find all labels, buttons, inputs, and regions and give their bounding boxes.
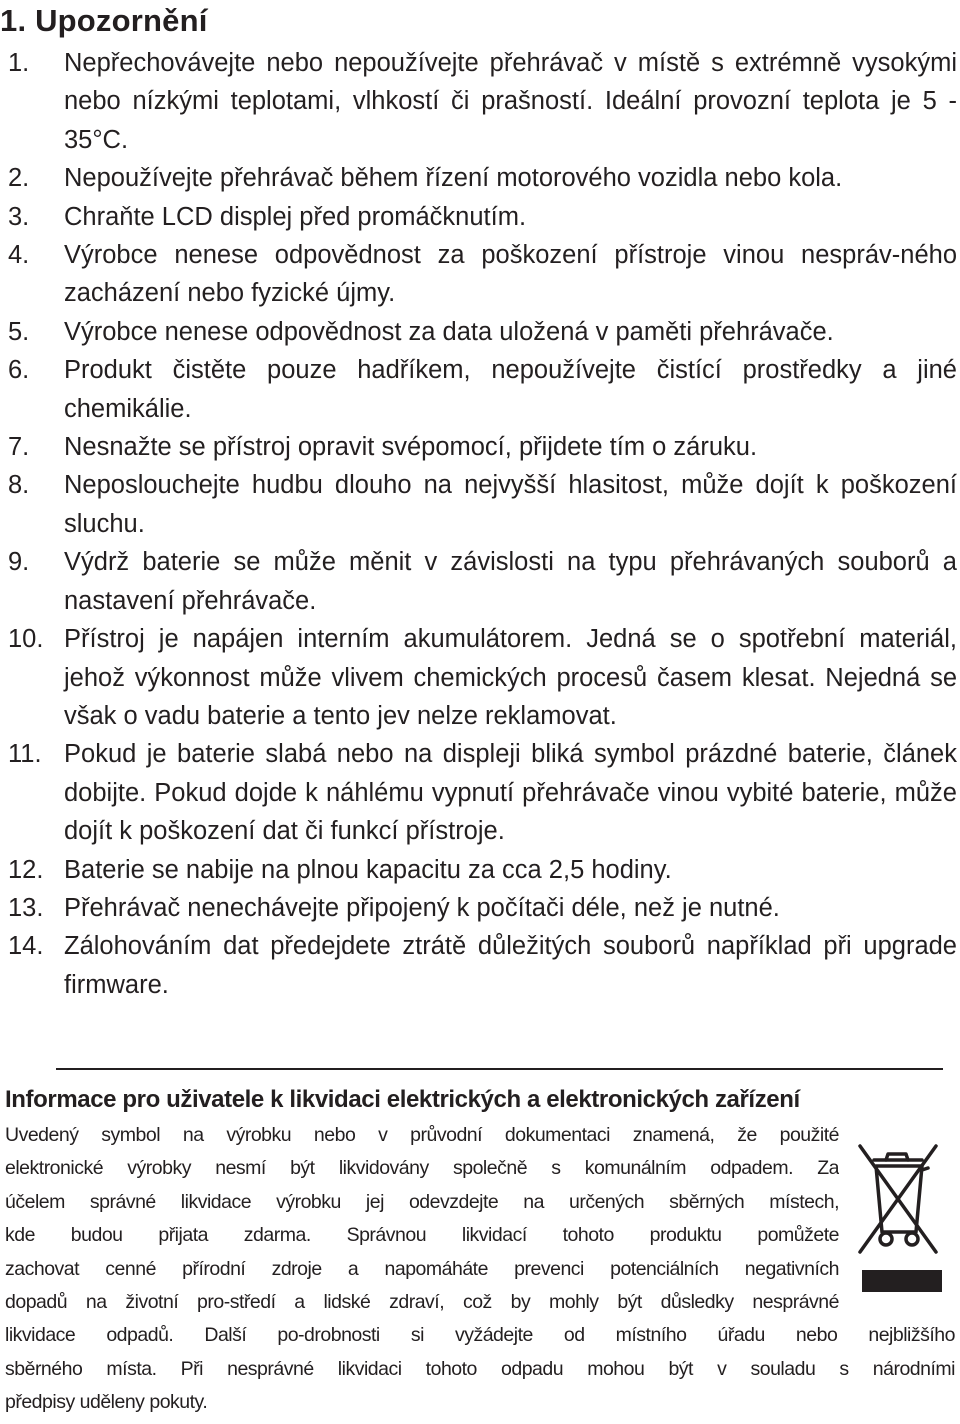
paragraph-line: účelem správné likvidace výrobku jej odevzdejte na určených sběrných místech, (5, 1190, 839, 1213)
warning-item (0, 236, 957, 313)
warning-item (0, 313, 957, 351)
paragraph-line: předpisy uděleny pokuty. (5, 1391, 208, 1414)
disposal-title: Informace pro uživatele k likvidaci elektrických a elektronických zařízení (5, 1086, 800, 1113)
item-number: 11. (8, 740, 42, 769)
item-number: 8. (8, 471, 30, 500)
warning-item (0, 44, 957, 159)
item-number: 13. (8, 893, 44, 922)
item-text: Chraňte LCD displej před promáčknutím. (64, 202, 527, 231)
item-text: Výrobce nenese odpovědnost za poškození přístroje vinou nespráv-ného zacházení nebo fyzické újmy. (64, 241, 957, 308)
item-number: 14. (8, 932, 44, 961)
item-text: Nepřechovávejte nebo nepoužívejte přehrávač v místě s extrémně vysokými nebo nízkými teplotami, vlhkostí či prašností. Ideální provozní teplota je 5 - 35°C. (64, 49, 957, 154)
warning-item (0, 851, 957, 889)
warning-item (0, 428, 957, 466)
item-text: Výdrž baterie se může měnit v závislosti na typu přehrávaných souborů a nastavení přehrávače. (64, 548, 957, 615)
warning-item (0, 543, 957, 620)
item-number: 3. (8, 202, 30, 231)
item-text: Pokud je baterie slabá nebo na displeji bliká symbol prázdné baterie, článek dobijte. Pokud dojde k náhlému vypnutí přehrávače vinou vybité baterie, může dojít k poškození dat či funkcí přístroje. (64, 740, 957, 846)
warning-item (0, 159, 957, 197)
item-number: 4. (8, 241, 30, 270)
item-text: Přehrávač nenechávejte připojený k počítači déle, než je nutné. (64, 893, 780, 922)
warnings-list (0, 44, 957, 1004)
warning-item (0, 198, 957, 236)
item-number: 2. (8, 164, 30, 193)
item-text: Přístroj je napájen interním akumulátorem. Jedná se o spotřební materiál, jehož výkonnost může vlivem chemických procesů časem klesat. Nejedná se však o vadu baterie a tento jev nelze reklamovat. (64, 625, 957, 730)
item-number: 12. (8, 855, 44, 884)
warning-item (0, 351, 957, 428)
item-text: Zálohováním dat předejdete ztrátě důležitých souborů například při upgrade firmware. (64, 932, 957, 999)
crossed-out-wheelie-bin-icon (848, 1128, 948, 1300)
warning-item (0, 620, 957, 735)
paragraph-line: elektronické výrobky nesmí být likvidovány společně s komunálním odpadem. Za (5, 1157, 839, 1180)
paragraph-line: zachovat cenné přírodní zdroje a napomáháte prevenci potenciálních negativních (5, 1257, 839, 1280)
item-text: Neposlouchejte hudbu dlouho na nejvyšší hlasitost, může dojít k poškození sluchu. (64, 471, 957, 538)
section-heading: 1. Upozornění (0, 3, 208, 38)
item-text: Produkt čistěte pouze hadříkem, nepoužívejte čistící prostředky a jiné chemikálie. (64, 356, 957, 423)
section-divider (56, 1068, 943, 1070)
item-text: Baterie se nabije na plnou kapacitu za cca 2,5 hodiny. (64, 855, 672, 884)
paragraph-line: Uvedený symbol na výrobku nebo v průvodní dokumentaci znamená, že použité (5, 1124, 839, 1146)
item-number: 5. (8, 317, 30, 346)
warning-item (0, 927, 957, 1004)
item-text: Nepoužívejte přehrávač během řízení motorového vozidla nebo kola. (64, 164, 843, 193)
paragraph-line: kde budou přijata zdarma. Správnou likvidací tohoto produktu pomůžete (5, 1224, 839, 1247)
warning-item (0, 466, 957, 543)
item-text: Nesnažte se přístroj opravit svépomocí, přijdete tím o záruku. (64, 433, 758, 462)
item-number: 1. (8, 49, 30, 77)
item-number: 9. (8, 548, 30, 577)
paragraph-line: likvidace odpadů. Další po-drobnosti si vyžádejte od místního úřadu nebo nejbližšího (5, 1324, 955, 1347)
paragraph-line: sběrného místa. Při nesprávné likvidaci tohoto odpadu mohou být v souladu s národními (5, 1357, 955, 1380)
disposal-paragraph (5, 1119, 955, 1420)
warning-item (0, 735, 957, 850)
item-text: Výrobce nenese odpovědnost za data uložená v paměti přehrávače. (64, 317, 834, 346)
warning-item (0, 889, 957, 927)
item-number: 6. (8, 356, 30, 385)
paragraph-line: dopadů na životní pro-středí a lidské zdraví, což by mohly být důsledky nesprávné (5, 1290, 839, 1313)
item-number: 7. (8, 433, 30, 462)
item-number: 10. (8, 625, 44, 654)
